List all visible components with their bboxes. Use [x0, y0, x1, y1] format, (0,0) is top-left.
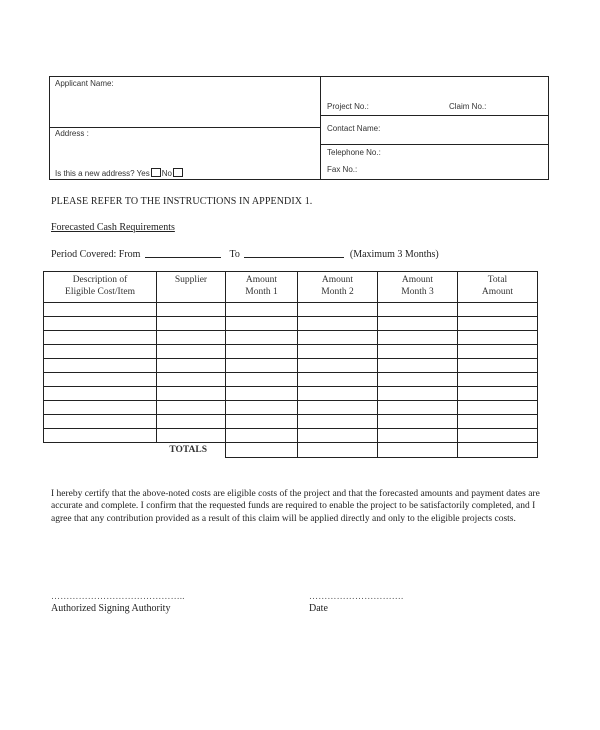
table-row	[44, 429, 538, 443]
table-cell[interactable]	[378, 331, 458, 345]
table-row	[44, 415, 538, 429]
date-label: Date	[309, 603, 328, 614]
table-cell[interactable]	[378, 373, 458, 387]
table-cell[interactable]	[157, 317, 226, 331]
table-cell[interactable]	[226, 415, 298, 429]
table-cell[interactable]	[157, 401, 226, 415]
table-cell[interactable]	[458, 317, 538, 331]
table-cell[interactable]	[298, 317, 378, 331]
table-cell[interactable]	[157, 387, 226, 401]
table-cell[interactable]	[226, 317, 298, 331]
total-month-2-cell[interactable]	[298, 443, 378, 458]
header-total-amount: Total Amount	[458, 272, 538, 303]
new-address-question-text: Is this a new address? Yes	[55, 169, 150, 178]
header-amount-month-2: Amount Month 2	[298, 272, 378, 303]
table-cell[interactable]	[378, 359, 458, 373]
table-cell[interactable]	[378, 415, 458, 429]
no-checkbox[interactable]	[173, 168, 183, 177]
table-row	[44, 387, 538, 401]
total-month-3-cell[interactable]	[378, 443, 458, 458]
header-amount-month-3: Amount Month 3	[378, 272, 458, 303]
cash-requirements-table	[43, 271, 538, 458]
table-cell[interactable]	[378, 345, 458, 359]
table-cell[interactable]	[458, 401, 538, 415]
table-cell[interactable]	[44, 331, 157, 345]
table-cell[interactable]	[458, 415, 538, 429]
contact-name-label: Contact Name:	[327, 124, 381, 133]
table-cell[interactable]	[378, 429, 458, 443]
new-address-question	[55, 168, 184, 178]
table-cell[interactable]	[458, 345, 538, 359]
instructions-heading: PLEASE REFER TO THE INSTRUCTIONS IN APPENDIX 1.	[51, 196, 313, 207]
table-cell[interactable]	[44, 429, 157, 443]
table-cell[interactable]	[226, 303, 298, 317]
header-amount-month-1: Amount Month 1	[226, 272, 298, 303]
table-cell[interactable]	[44, 401, 157, 415]
period-to-label: To	[229, 249, 240, 260]
table-cell[interactable]	[298, 429, 378, 443]
signature-line[interactable]: ……………………………………..	[51, 591, 185, 601]
table-cell[interactable]	[44, 415, 157, 429]
table-header-row	[44, 272, 538, 303]
table-row	[44, 317, 538, 331]
table-body	[44, 303, 538, 458]
project-info-right	[321, 77, 548, 179]
period-from-label: Period Covered: From	[51, 249, 141, 260]
fax-label: Fax No.:	[327, 165, 358, 174]
table-cell[interactable]	[157, 331, 226, 345]
table-row	[44, 373, 538, 387]
address-cell[interactable]	[50, 128, 320, 180]
contact-name-cell[interactable]	[321, 116, 548, 144]
table-cell[interactable]	[157, 429, 226, 443]
table-cell[interactable]	[226, 387, 298, 401]
table-cell[interactable]	[44, 373, 157, 387]
table-cell[interactable]	[298, 359, 378, 373]
table-cell[interactable]	[157, 303, 226, 317]
table-row	[44, 401, 538, 415]
table-cell[interactable]	[298, 331, 378, 345]
section-title: Forecasted Cash Requirements	[51, 222, 175, 233]
period-from-field[interactable]	[145, 247, 221, 258]
table-cell[interactable]	[378, 317, 458, 331]
table-cell[interactable]	[298, 345, 378, 359]
period-covered-row	[51, 247, 439, 260]
table-cell[interactable]	[157, 359, 226, 373]
table-cell[interactable]	[298, 373, 378, 387]
table-cell[interactable]	[458, 331, 538, 345]
table-cell[interactable]	[298, 387, 378, 401]
period-note: (Maximum 3 Months)	[349, 249, 439, 260]
table-cell[interactable]	[44, 345, 157, 359]
yes-checkbox[interactable]	[151, 168, 161, 177]
period-to-field[interactable]	[244, 247, 344, 258]
table-cell[interactable]	[226, 429, 298, 443]
address-label: Address :	[55, 129, 89, 138]
table-cell[interactable]	[458, 373, 538, 387]
table-cell[interactable]	[458, 303, 538, 317]
total-month-1-cell[interactable]	[226, 443, 298, 458]
table-row	[44, 331, 538, 345]
phone-fax-cell[interactable]	[321, 145, 548, 179]
table-cell[interactable]	[226, 345, 298, 359]
table-cell[interactable]	[157, 345, 226, 359]
table-cell[interactable]	[458, 387, 538, 401]
totals-row	[44, 443, 538, 458]
table-cell[interactable]	[44, 303, 157, 317]
table-cell[interactable]	[378, 303, 458, 317]
header-supplier: Supplier	[157, 272, 226, 303]
date-line[interactable]: ………………………….	[309, 591, 404, 601]
table-cell[interactable]	[226, 373, 298, 387]
table-cell[interactable]	[226, 401, 298, 415]
totals-label: TOTALS	[169, 445, 207, 455]
table-cell[interactable]	[298, 401, 378, 415]
project-claim-cell[interactable]	[321, 77, 548, 115]
signature-label: Authorized Signing Authority	[51, 603, 171, 614]
table-cell[interactable]	[226, 331, 298, 345]
table-row	[44, 303, 538, 317]
applicant-name-cell[interactable]	[50, 77, 320, 127]
table-row	[44, 359, 538, 373]
telephone-label: Telephone No.:	[327, 148, 381, 157]
claim-no-label: Claim No.:	[449, 102, 487, 111]
table-cell[interactable]	[378, 401, 458, 415]
total-amount-cell[interactable]	[458, 443, 538, 458]
header-description: Description of Eligible Cost/Item	[44, 272, 157, 303]
no-label: No	[161, 169, 172, 178]
applicant-info-box	[49, 76, 549, 180]
table-cell[interactable]	[298, 415, 378, 429]
applicant-name-label: Applicant Name:	[55, 79, 114, 88]
table-cell[interactable]	[157, 373, 226, 387]
table-cell[interactable]	[157, 415, 226, 429]
certification-text: I hereby certify that the above-noted costs are eligible costs of the project and that the forecasted amounts and payment dates are accurate and complete. I confirm that the requested funds are required to enable the project to be satisfactorily completed, and I agree that any contribution provided as a result of this claim will be applied directly and only to the eligible projects costs.	[51, 489, 540, 524]
table-cell[interactable]	[458, 359, 538, 373]
table-cell[interactable]	[298, 303, 378, 317]
table-cell[interactable]	[226, 359, 298, 373]
table-cell[interactable]	[44, 387, 157, 401]
table-cell[interactable]	[378, 387, 458, 401]
table-row	[44, 345, 538, 359]
table-cell[interactable]	[44, 359, 157, 373]
table-cell[interactable]	[458, 429, 538, 443]
project-no-label: Project No.:	[327, 102, 369, 111]
table-cell[interactable]	[44, 317, 157, 331]
applicant-info-left	[50, 77, 321, 179]
